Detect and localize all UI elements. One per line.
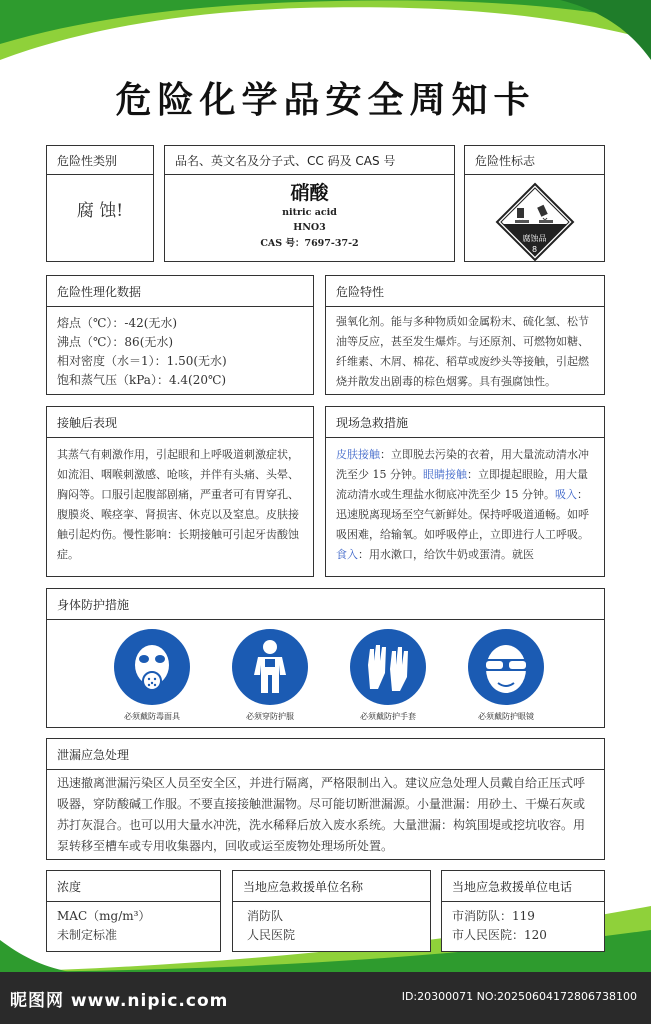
- first-aid-header: 现场急救措施: [336, 415, 409, 430]
- concentration-panel: [46, 870, 221, 952]
- hazard-class-number: 8: [531, 245, 538, 254]
- rescue-phones-header: 当地应急救援单位电话: [452, 879, 573, 894]
- rescue-phone-fire: 市消防队：119: [452, 909, 535, 923]
- hazard-props-header: 危险特性: [336, 284, 385, 299]
- hazard-symbol-panel: [464, 145, 605, 262]
- page-title: 危险化学品安全周知卡: [115, 80, 536, 121]
- skin-contact-text: ：立即脱去污染的衣着，用大量流动清水冲洗至少 15 分钟。: [336, 448, 589, 481]
- gloves-icon: [350, 629, 426, 705]
- rescue-units-panel: [232, 870, 431, 952]
- melting-point: 熔点（℃）：-42(无水): [57, 316, 178, 330]
- inhalation-text: ：迅速脱离现场至空气新鲜处。保持呼吸道通畅。如呼吸困难，给输氧。如呼吸停止，立即进行人工呼吸。: [336, 488, 589, 541]
- rescue-phone-hospital: 市人民医院：120: [452, 928, 547, 942]
- rescue-units-header: 当地应急救援单位名称: [243, 879, 364, 894]
- physchem-header: 危险性理化数据: [57, 284, 142, 299]
- spill-header: 泄漏应急处理: [57, 747, 130, 762]
- rescue-unit-fire: 消防队: [247, 909, 284, 923]
- eye-contact-text: ：立即提起眼睑，用大量流动清水或生理盐水彻底冲洗至少 15 分钟。: [336, 468, 588, 501]
- protection-panel: [46, 588, 605, 728]
- concentration-header: 浓度: [57, 879, 82, 894]
- protective-suit-icon: [232, 629, 308, 705]
- top-decoration: [0, 0, 651, 80]
- chemical-formula: HNO3: [293, 222, 326, 233]
- chemical-name-cn: 硝酸: [290, 182, 329, 204]
- hazard-category-panel: [46, 145, 154, 262]
- ingestion-label: 食入: [336, 548, 358, 561]
- skin-contact-label: 皮肤接触: [336, 448, 380, 461]
- ppe-label-goggles: 必须戴防护眼镜: [478, 712, 534, 721]
- inhalation-label: 吸入: [555, 488, 577, 501]
- gas-mask-icon: [114, 629, 190, 705]
- exposure-panel: [46, 406, 314, 577]
- ppe-label-gas-mask: 必须戴防毒面具: [124, 712, 180, 721]
- spill-text: 迅速撤离泄漏污染区人员至安全区，并进行隔离，严格限制出入。建议应急处理人员戴自给正压式呼吸器，穿防酸碱工作服。不要直接接触泄漏物。尽可能切断泄漏源。小量泄漏：用砂土、干燥石灰或苏打灰混合。也可以用大量水冲洗，洗水稀释后放入废水系统。大量泄漏：构筑围堤或挖坑收容。用泵转移至槽车或专用收集器内，回收或运至废物处理场所处置。: [57, 776, 586, 853]
- mac-label: MAC（mg/m³）: [57, 909, 151, 923]
- spill-panel: [46, 738, 605, 860]
- relative-density: 相对密度（水＝1）：1.50(无水): [57, 354, 227, 368]
- watermark-bar: [0, 972, 651, 1024]
- name-info-panel: [164, 145, 455, 262]
- cas-number: CAS 号：7697-37-2: [260, 238, 359, 249]
- name-info-header: 品名、英文名及分子式、CC 码及 CAS 号: [175, 153, 396, 168]
- boiling-point: 沸点（℃）：86(无水): [57, 335, 174, 349]
- physchem-panel: [46, 275, 314, 395]
- hazard-props-panel: [325, 275, 605, 395]
- first-aid-panel: [325, 406, 605, 577]
- goggles-icon: [468, 629, 544, 705]
- vapor-pressure: 饱和蒸气压（kPa）：4.4(20℃): [57, 373, 227, 387]
- hazard-symbol-label: 腐蚀品: [522, 234, 547, 243]
- eye-contact-label: 眼睛接触: [423, 468, 467, 481]
- hazard-symbol-header: 危险性标志: [475, 153, 536, 168]
- watermark-id: ID:20300071 NO:20250604172806738100: [401, 990, 637, 1003]
- protection-header: 身体防护措施: [57, 597, 130, 612]
- exposure-text: 其蒸气有刺激作用，引起眼和上呼吸道刺激症状，如流泪、咽喉刺激感、呛咳，并伴有头痛、头晕、胸闷等。口服引起腹部剧痛，严重者可有胃穿孔、腹膜炎、喉痉挛、肾损害、休克以及窒息。皮肤接触引起灼伤。慢性影响：长期接触可引起牙齿酸蚀症。: [57, 448, 299, 561]
- rescue-phones-panel: [441, 870, 605, 952]
- ppe-label-gloves: 必须戴防护手套: [360, 712, 416, 721]
- mac-value: 未制定标准: [57, 928, 118, 942]
- exposure-header: 接触后表现: [57, 415, 118, 430]
- watermark-logo: 昵图网 www.nipic.com: [10, 991, 229, 1011]
- first-aid-text: [336, 445, 596, 565]
- ingestion-text: ：用水漱口，给饮牛奶或蛋清。就医: [358, 548, 534, 561]
- ppe-label-suit: 必须穿防护服: [246, 712, 294, 721]
- chemical-name-en: nitric acid: [282, 207, 337, 218]
- hazard-props-text: 强氧化剂。能与多种物质如金属粉末、硫化氢、松节油等反应，甚至发生爆炸。与还原剂、可燃物如糖、纤维素、木屑、棉花、稻草或废纱头等接触，引起燃烧并散发出剧毒的棕色烟雾。具有强腐蚀性。: [336, 315, 589, 388]
- rescue-unit-hospital: 人民医院: [247, 928, 296, 942]
- hazard-category-value: 腐 蚀!: [76, 201, 124, 221]
- hazard-category-header: 危险性类别: [57, 153, 118, 168]
